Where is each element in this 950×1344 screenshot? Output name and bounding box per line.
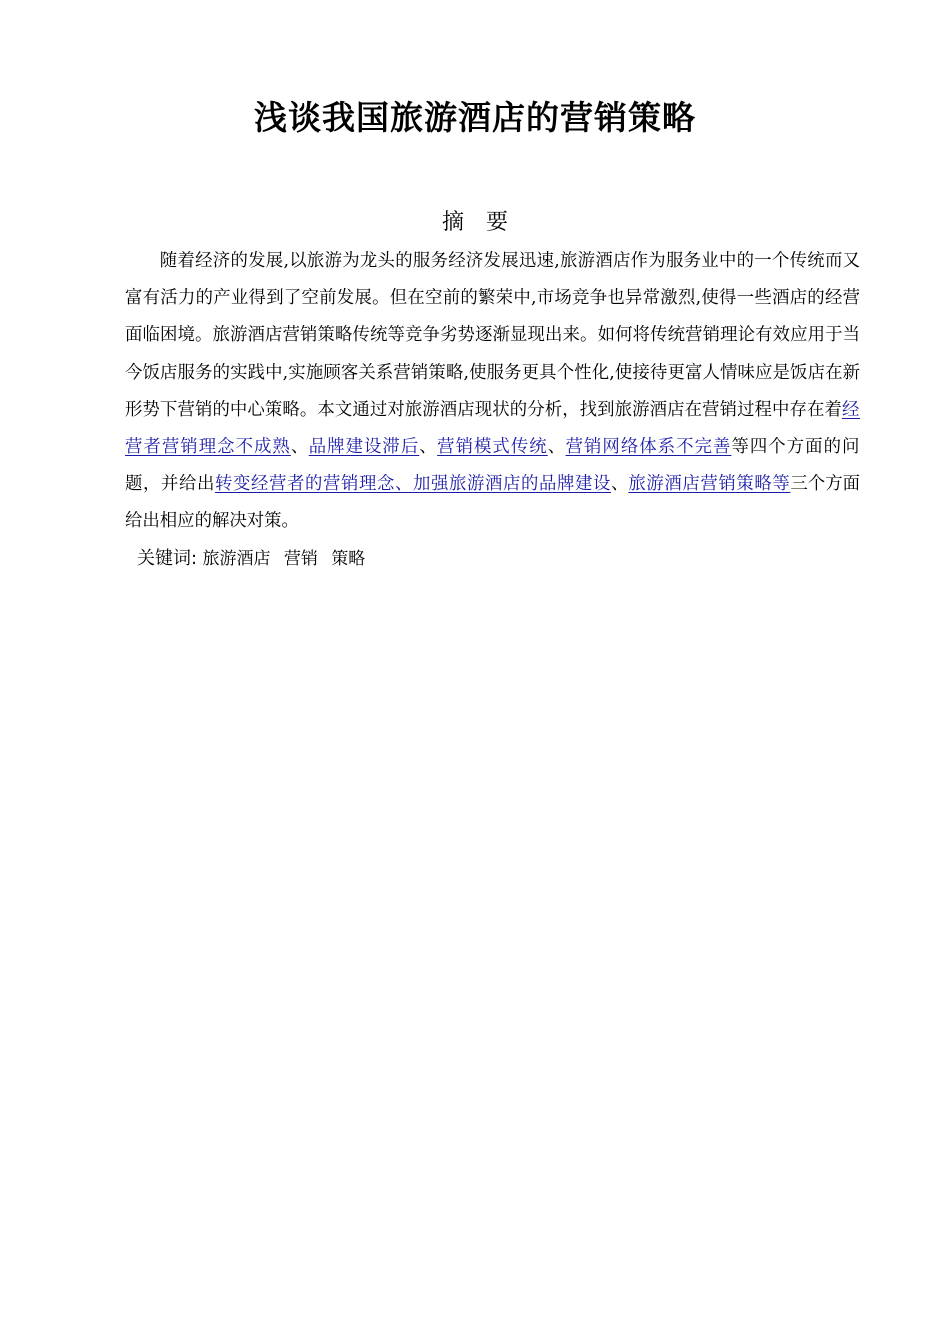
abstract-paragraph	[125, 243, 860, 541]
keyword-item: 营销	[283, 549, 318, 569]
link-immature-marketing-concept[interactable]: 经营者营销理念不成熟	[125, 399, 860, 458]
link-imperfect-marketing-network[interactable]: 营销网络体系不完善	[565, 437, 732, 458]
link-hotel-marketing-strategy[interactable]: 旅游酒店营销策略等	[628, 474, 791, 495]
keywords-line	[137, 543, 373, 575]
separator: 、	[419, 437, 438, 458]
abstract-heading: 摘要	[441, 210, 530, 235]
separator: 、	[290, 437, 309, 458]
abstract-text-middle: 等四个方面的问题，并给出	[125, 437, 861, 495]
link-lagging-brand-building[interactable]: 品牌建设滞后	[308, 437, 420, 458]
abstract-text-end: 三个方面给出相应的解决对策。	[125, 474, 860, 532]
keyword-item: 旅游酒店	[202, 549, 271, 569]
separator: 、	[610, 474, 629, 495]
document-title: 浅谈我国旅游酒店的营销策略	[254, 98, 696, 137]
abstract-text-intro: 随着经济的发展,以旅游为龙头的服务经济发展迅速,旅游酒店作为服务业中的一个传统而又富有活力的产业得到了空前发展。但在空前的繁荣中,市场竞争也异常激烈,使得一些酒店的经营面临困境。旅游酒店营销策略传统等竞争劣势逐渐显现出来。如何将传统营销理论有效应用于当今饭店服务的实践中,实施顾客关系营销策略,使服务更具个性化,使接待更富人情味应是饭店在新形势下营销的中心策略。本文通过对旅游酒店现状的分析，找到旅游酒店在营销过程中存在着	[125, 251, 860, 420]
link-change-concept-strengthen-brand[interactable]: 转变经营者的营销理念、加强旅游酒店的品牌建设	[215, 474, 611, 495]
keyword-item: 策略	[331, 549, 366, 569]
link-traditional-marketing-model[interactable]: 营销模式传统	[437, 437, 548, 458]
keywords-label: 关键词:	[137, 548, 198, 569]
separator: 、	[547, 437, 566, 458]
